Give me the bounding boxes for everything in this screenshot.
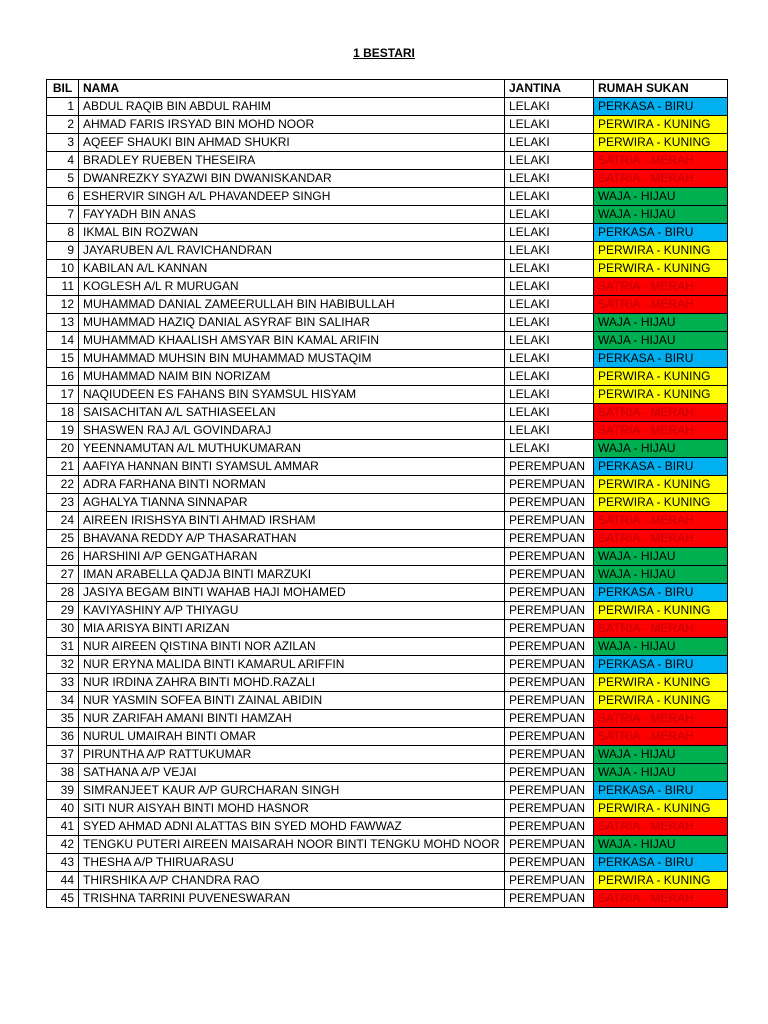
- cell-nama: AGHALYA TIANNA SINNAPAR: [79, 494, 505, 512]
- cell-bil: 14: [47, 332, 79, 350]
- cell-nama: TRISHNA TARRINI PUVENESWARAN: [79, 890, 505, 908]
- cell-nama: MUHAMMAD KHAALISH AMSYAR BIN KAMAL ARIFIN: [79, 332, 505, 350]
- table-row: [47, 404, 728, 422]
- cell-jantina: LELAKI: [505, 260, 594, 278]
- cell-jantina: PEREMPUAN: [505, 872, 594, 890]
- cell-nama: THIRSHIKA A/P CHANDRA RAO: [79, 872, 505, 890]
- cell-nama: KOGLESH A/L R MURUGAN: [79, 278, 505, 296]
- cell-nama: AHMAD FARIS IRSYAD BIN MOHD NOOR: [79, 116, 505, 134]
- cell-nama: SIMRANJEET KAUR A/P GURCHARAN SINGH: [79, 782, 505, 800]
- table-row: [47, 638, 728, 656]
- table-row: [47, 710, 728, 728]
- cell-jantina: PEREMPUAN: [505, 674, 594, 692]
- cell-nama: HARSHINI A/P GENGATHARAN: [79, 548, 505, 566]
- cell-bil: 24: [47, 512, 79, 530]
- table-row: [47, 836, 728, 854]
- cell-rumah-sukan: PERKASA - BIRU: [594, 584, 728, 602]
- cell-bil: 19: [47, 422, 79, 440]
- cell-rumah-sukan: SATRIA - MERAH: [594, 728, 728, 746]
- cell-jantina: PEREMPUAN: [505, 548, 594, 566]
- cell-jantina: PEREMPUAN: [505, 530, 594, 548]
- cell-rumah-sukan: SATRIA - MERAH: [594, 170, 728, 188]
- cell-bil: 16: [47, 368, 79, 386]
- cell-nama: SYED AHMAD ADNI ALATTAS BIN SYED MOHD FAWWAZ: [79, 818, 505, 836]
- cell-bil: 26: [47, 548, 79, 566]
- cell-rumah-sukan: WAJA - HIJAU: [594, 746, 728, 764]
- cell-rumah-sukan: SATRIA - MERAH: [594, 152, 728, 170]
- table-row: [47, 692, 728, 710]
- table-row: [47, 386, 728, 404]
- cell-bil: 41: [47, 818, 79, 836]
- cell-bil: 33: [47, 674, 79, 692]
- cell-jantina: LELAKI: [505, 440, 594, 458]
- table-row: [47, 494, 728, 512]
- cell-rumah-sukan: SATRIA - MERAH: [594, 818, 728, 836]
- table-row: [47, 206, 728, 224]
- cell-bil: 38: [47, 764, 79, 782]
- table-row: [47, 746, 728, 764]
- cell-jantina: PEREMPUAN: [505, 512, 594, 530]
- cell-nama: IMAN ARABELLA QADJA BINTI MARZUKI: [79, 566, 505, 584]
- cell-rumah-sukan: SATRIA - MERAH: [594, 530, 728, 548]
- table-row: [47, 332, 728, 350]
- cell-rumah-sukan: WAJA - HIJAU: [594, 332, 728, 350]
- page-title: 1 BESTARI: [353, 46, 415, 60]
- cell-bil: 45: [47, 890, 79, 908]
- cell-bil: 30: [47, 620, 79, 638]
- cell-jantina: PEREMPUAN: [505, 854, 594, 872]
- cell-bil: 31: [47, 638, 79, 656]
- cell-nama: AAFIYA HANNAN BINTI SYAMSUL AMMAR: [79, 458, 505, 476]
- cell-bil: 17: [47, 386, 79, 404]
- table-row: [47, 548, 728, 566]
- cell-nama: SHASWEN RAJ A/L GOVINDARAJ: [79, 422, 505, 440]
- cell-nama: NUR ERYNA MALIDA BINTI KAMARUL ARIFFIN: [79, 656, 505, 674]
- cell-bil: 44: [47, 872, 79, 890]
- cell-bil: 12: [47, 296, 79, 314]
- cell-nama: KABILAN A/L KANNAN: [79, 260, 505, 278]
- cell-nama: NUR IRDINA ZAHRA BINTI MOHD.RAZALI: [79, 674, 505, 692]
- cell-rumah-sukan: WAJA - HIJAU: [594, 638, 728, 656]
- table-row: [47, 602, 728, 620]
- cell-jantina: LELAKI: [505, 242, 594, 260]
- cell-nama: DWANREZKY SYAZWI BIN DWANISKANDAR: [79, 170, 505, 188]
- cell-rumah-sukan: PERKASA - BIRU: [594, 782, 728, 800]
- cell-jantina: PEREMPUAN: [505, 800, 594, 818]
- cell-rumah-sukan: PERKASA - BIRU: [594, 656, 728, 674]
- cell-rumah-sukan: WAJA - HIJAU: [594, 548, 728, 566]
- cell-jantina: PEREMPUAN: [505, 656, 594, 674]
- table-row: [47, 260, 728, 278]
- cell-rumah-sukan: PERWIRA - KUNING: [594, 674, 728, 692]
- cell-rumah-sukan: WAJA - HIJAU: [594, 440, 728, 458]
- cell-rumah-sukan: PERWIRA - KUNING: [594, 494, 728, 512]
- cell-jantina: LELAKI: [505, 188, 594, 206]
- cell-jantina: LELAKI: [505, 134, 594, 152]
- table-row: [47, 476, 728, 494]
- cell-jantina: PEREMPUAN: [505, 710, 594, 728]
- cell-rumah-sukan: PERWIRA - KUNING: [594, 260, 728, 278]
- table-row: [47, 764, 728, 782]
- table-row: [47, 224, 728, 242]
- cell-bil: 43: [47, 854, 79, 872]
- cell-bil: 8: [47, 224, 79, 242]
- table-row: [47, 314, 728, 332]
- table-body: [47, 98, 728, 908]
- cell-nama: KAVIYASHINY A/P THIYAGU: [79, 602, 505, 620]
- table-row: [47, 422, 728, 440]
- table-row: [47, 170, 728, 188]
- cell-jantina: PEREMPUAN: [505, 566, 594, 584]
- table-row: [47, 440, 728, 458]
- cell-rumah-sukan: WAJA - HIJAU: [594, 836, 728, 854]
- cell-rumah-sukan: PERWIRA - KUNING: [594, 872, 728, 890]
- cell-bil: 40: [47, 800, 79, 818]
- cell-bil: 11: [47, 278, 79, 296]
- cell-jantina: LELAKI: [505, 332, 594, 350]
- cell-rumah-sukan: PERWIRA - KUNING: [594, 602, 728, 620]
- table-row: [47, 368, 728, 386]
- cell-nama: SAISACHITAN A/L SATHIASEELAN: [79, 404, 505, 422]
- cell-jantina: LELAKI: [505, 422, 594, 440]
- table-row: [47, 188, 728, 206]
- table-row: [47, 656, 728, 674]
- cell-nama: NUR AIREEN QISTINA BINTI NOR AZILAN: [79, 638, 505, 656]
- cell-rumah-sukan: PERWIRA - KUNING: [594, 134, 728, 152]
- cell-rumah-sukan: SATRIA - MERAH: [594, 512, 728, 530]
- cell-jantina: PEREMPUAN: [505, 602, 594, 620]
- cell-jantina: PEREMPUAN: [505, 782, 594, 800]
- cell-nama: SATHANA A/P VEJAI: [79, 764, 505, 782]
- cell-jantina: PEREMPUAN: [505, 818, 594, 836]
- table-row: [47, 854, 728, 872]
- cell-jantina: LELAKI: [505, 278, 594, 296]
- cell-bil: 35: [47, 710, 79, 728]
- cell-jantina: PEREMPUAN: [505, 728, 594, 746]
- cell-rumah-sukan: WAJA - HIJAU: [594, 188, 728, 206]
- cell-jantina: LELAKI: [505, 404, 594, 422]
- cell-nama: BRADLEY RUEBEN THESEIRA: [79, 152, 505, 170]
- cell-rumah-sukan: PERWIRA - KUNING: [594, 476, 728, 494]
- cell-bil: 9: [47, 242, 79, 260]
- cell-rumah-sukan: WAJA - HIJAU: [594, 566, 728, 584]
- header-nama: NAMA: [79, 80, 505, 98]
- cell-bil: 5: [47, 170, 79, 188]
- cell-nama: MUHAMMAD DANIAL ZAMEERULLAH BIN HABIBULLAH: [79, 296, 505, 314]
- cell-nama: THESHA A/P THIRUARASU: [79, 854, 505, 872]
- table-row: [47, 620, 728, 638]
- cell-nama: YEENNAMUTAN A/L MUTHUKUMARAN: [79, 440, 505, 458]
- cell-jantina: PEREMPUAN: [505, 836, 594, 854]
- cell-rumah-sukan: PERKASA - BIRU: [594, 458, 728, 476]
- cell-bil: 25: [47, 530, 79, 548]
- cell-rumah-sukan: PERKASA - BIRU: [594, 98, 728, 116]
- cell-rumah-sukan: PERKASA - BIRU: [594, 224, 728, 242]
- cell-bil: 21: [47, 458, 79, 476]
- cell-jantina: LELAKI: [505, 368, 594, 386]
- cell-bil: 36: [47, 728, 79, 746]
- cell-rumah-sukan: SATRIA - MERAH: [594, 422, 728, 440]
- cell-nama: ABDUL RAQIB BIN ABDUL RAHIM: [79, 98, 505, 116]
- cell-bil: 37: [47, 746, 79, 764]
- cell-bil: 32: [47, 656, 79, 674]
- cell-rumah-sukan: PERWIRA - KUNING: [594, 386, 728, 404]
- cell-jantina: PEREMPUAN: [505, 890, 594, 908]
- cell-bil: 2: [47, 116, 79, 134]
- cell-rumah-sukan: SATRIA - MERAH: [594, 296, 728, 314]
- cell-bil: 39: [47, 782, 79, 800]
- table-row: [47, 800, 728, 818]
- cell-rumah-sukan: PERWIRA - KUNING: [594, 800, 728, 818]
- table-row: [47, 116, 728, 134]
- table-row: [47, 350, 728, 368]
- cell-bil: 15: [47, 350, 79, 368]
- cell-rumah-sukan: PERKASA - BIRU: [594, 350, 728, 368]
- cell-bil: 27: [47, 566, 79, 584]
- cell-rumah-sukan: PERKASA - BIRU: [594, 854, 728, 872]
- table-row: [47, 674, 728, 692]
- cell-bil: 6: [47, 188, 79, 206]
- cell-rumah-sukan: PERWIRA - KUNING: [594, 116, 728, 134]
- cell-jantina: LELAKI: [505, 386, 594, 404]
- cell-rumah-sukan: PERWIRA - KUNING: [594, 692, 728, 710]
- table-row: [47, 134, 728, 152]
- cell-nama: MUHAMMAD HAZIQ DANIAL ASYRAF BIN SALIHAR: [79, 314, 505, 332]
- cell-jantina: PEREMPUAN: [505, 746, 594, 764]
- cell-jantina: LELAKI: [505, 296, 594, 314]
- cell-bil: 23: [47, 494, 79, 512]
- cell-bil: 29: [47, 602, 79, 620]
- cell-nama: PIRUNTHA A/P RATTUKUMAR: [79, 746, 505, 764]
- cell-nama: NUR ZARIFAH AMANI BINTI HAMZAH: [79, 710, 505, 728]
- table-header-row: [47, 80, 728, 98]
- table-row: [47, 296, 728, 314]
- cell-jantina: LELAKI: [505, 350, 594, 368]
- cell-bil: 4: [47, 152, 79, 170]
- cell-rumah-sukan: WAJA - HIJAU: [594, 764, 728, 782]
- cell-rumah-sukan: SATRIA - MERAH: [594, 404, 728, 422]
- cell-bil: 34: [47, 692, 79, 710]
- cell-jantina: PEREMPUAN: [505, 692, 594, 710]
- cell-jantina: PEREMPUAN: [505, 764, 594, 782]
- cell-nama: FAYYADH BIN ANAS: [79, 206, 505, 224]
- table-row: [47, 242, 728, 260]
- table-row: [47, 278, 728, 296]
- cell-nama: SITI NUR AISYAH BINTI MOHD HASNOR: [79, 800, 505, 818]
- cell-rumah-sukan: SATRIA - MERAH: [594, 710, 728, 728]
- cell-jantina: PEREMPUAN: [505, 476, 594, 494]
- table-row: [47, 818, 728, 836]
- cell-nama: JASIYA BEGAM BINTI WAHAB HAJI MOHAMED: [79, 584, 505, 602]
- cell-bil: 1: [47, 98, 79, 116]
- cell-bil: 7: [47, 206, 79, 224]
- table-row: [47, 98, 728, 116]
- cell-nama: IKMAL BIN ROZWAN: [79, 224, 505, 242]
- cell-jantina: PEREMPUAN: [505, 494, 594, 512]
- cell-jantina: LELAKI: [505, 116, 594, 134]
- cell-nama: NAQIUDEEN ES FAHANS BIN SYAMSUL HISYAM: [79, 386, 505, 404]
- cell-nama: ESHERVIR SINGH A/L PHAVANDEEP SINGH: [79, 188, 505, 206]
- cell-jantina: LELAKI: [505, 224, 594, 242]
- table-row: [47, 584, 728, 602]
- cell-nama: NUR YASMIN SOFEA BINTI ZAINAL ABIDIN: [79, 692, 505, 710]
- cell-jantina: LELAKI: [505, 152, 594, 170]
- table-row: [47, 872, 728, 890]
- table-row: [47, 152, 728, 170]
- cell-bil: 10: [47, 260, 79, 278]
- cell-nama: TENGKU PUTERI AIREEN MAISARAH NOOR BINTI TENGKU MOHD NOOR: [79, 836, 505, 854]
- cell-jantina: LELAKI: [505, 206, 594, 224]
- table-row: [47, 530, 728, 548]
- cell-nama: MUHAMMAD MUHSIN BIN MUHAMMAD MUSTAQIM: [79, 350, 505, 368]
- table-row: [47, 728, 728, 746]
- cell-jantina: PEREMPUAN: [505, 620, 594, 638]
- cell-bil: 28: [47, 584, 79, 602]
- cell-nama: AQEEF SHAUKI BIN AHMAD SHUKRI: [79, 134, 505, 152]
- cell-jantina: PEREMPUAN: [505, 638, 594, 656]
- cell-nama: MUHAMMAD NAIM BIN NORIZAM: [79, 368, 505, 386]
- cell-rumah-sukan: PERWIRA - KUNING: [594, 242, 728, 260]
- cell-nama: MIA ARISYA BINTI ARIZAN: [79, 620, 505, 638]
- cell-bil: 42: [47, 836, 79, 854]
- student-roster-table: [46, 79, 728, 908]
- cell-bil: 22: [47, 476, 79, 494]
- cell-jantina: LELAKI: [505, 314, 594, 332]
- cell-jantina: LELAKI: [505, 98, 594, 116]
- cell-rumah-sukan: SATRIA - MERAH: [594, 620, 728, 638]
- cell-rumah-sukan: WAJA - HIJAU: [594, 314, 728, 332]
- cell-nama: AIREEN IRISHSYA BINTI AHMAD IRSHAM: [79, 512, 505, 530]
- header-rumah-sukan: RUMAH SUKAN: [594, 80, 728, 98]
- cell-bil: 18: [47, 404, 79, 422]
- cell-bil: 13: [47, 314, 79, 332]
- cell-nama: BHAVANA REDDY A/P THASARATHAN: [79, 530, 505, 548]
- header-bil: BIL: [47, 80, 79, 98]
- cell-rumah-sukan: PERWIRA - KUNING: [594, 368, 728, 386]
- table-row: [47, 782, 728, 800]
- cell-nama: NURUL UMAIRAH BINTI OMAR: [79, 728, 505, 746]
- table-row: [47, 566, 728, 584]
- cell-nama: ADRA FARHANA BINTI NORMAN: [79, 476, 505, 494]
- cell-bil: 20: [47, 440, 79, 458]
- table-row: [47, 512, 728, 530]
- cell-jantina: LELAKI: [505, 170, 594, 188]
- cell-nama: JAYARUBEN A/L RAVICHANDRAN: [79, 242, 505, 260]
- table-row: [47, 458, 728, 476]
- cell-bil: 3: [47, 134, 79, 152]
- cell-rumah-sukan: WAJA - HIJAU: [594, 206, 728, 224]
- table-row: [47, 890, 728, 908]
- cell-jantina: PEREMPUAN: [505, 584, 594, 602]
- cell-rumah-sukan: SATRIA - MERAH: [594, 890, 728, 908]
- header-jantina: JANTINA: [505, 80, 594, 98]
- cell-jantina: PEREMPUAN: [505, 458, 594, 476]
- cell-rumah-sukan: SATRIA - MERAH: [594, 278, 728, 296]
